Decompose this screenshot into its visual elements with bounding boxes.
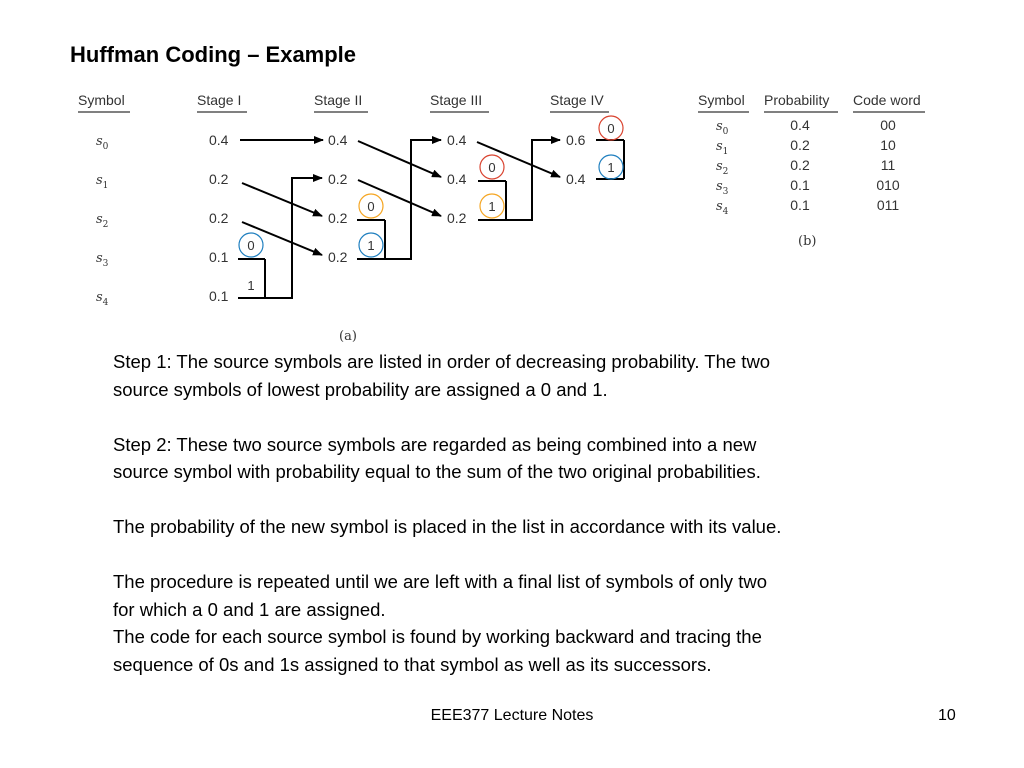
stage-1-connections bbox=[238, 140, 323, 298]
table-cell-probability: 0.1 bbox=[790, 177, 810, 193]
table-row bbox=[716, 197, 899, 217]
table-cell-code: 11 bbox=[880, 157, 896, 173]
step-4-line: The procedure is repeated until we are left with a final list of symbols of only two bbox=[113, 571, 767, 592]
step-2-line: Step 2: These two source symbols are regarded as being combined into a new bbox=[113, 433, 757, 455]
symbol-s1: $s_1$ bbox=[96, 173, 109, 191]
stage-4-values bbox=[566, 132, 586, 187]
code-table-header-symbol: Symbol bbox=[698, 92, 745, 108]
header-stage-3: Stage III bbox=[430, 92, 483, 108]
symbol-s4: $s_4$ bbox=[96, 290, 109, 308]
stage-1-value: 0.1 bbox=[209, 288, 229, 304]
stage-2-values bbox=[328, 132, 348, 265]
stage-1-values bbox=[209, 132, 229, 304]
table-row bbox=[716, 117, 896, 137]
table-cell-symbol: $s_2$ bbox=[716, 159, 729, 177]
code-table bbox=[698, 92, 925, 249]
table-cell-probability: 0.1 bbox=[790, 197, 810, 213]
stage-1-value: 0.1 bbox=[209, 249, 229, 265]
figure-b-caption: (b) bbox=[798, 234, 817, 249]
symbol-column bbox=[96, 134, 109, 308]
stage-1-value: 0.4 bbox=[209, 132, 229, 148]
bit-label: 1 bbox=[488, 199, 496, 214]
table-cell-symbol: $s_3$ bbox=[716, 179, 729, 197]
bit-label: 0 bbox=[488, 160, 496, 175]
bit-label: 1 bbox=[607, 160, 615, 175]
table-row bbox=[716, 177, 900, 197]
stage-2-value: 0.2 bbox=[328, 210, 348, 226]
code-table-header-probability: Probability bbox=[764, 92, 830, 108]
page-number: 10 bbox=[938, 707, 956, 724]
table-cell-symbol: $s_1$ bbox=[716, 139, 729, 157]
step-2-line: source symbol with probability equal to the sum of the two original probabilities. bbox=[113, 461, 761, 482]
step-5-line: sequence of 0s and 1s assigned to that symbol as well as its successors. bbox=[113, 653, 712, 675]
table-cell-code: 00 bbox=[880, 117, 896, 133]
stage-3-value: 0.2 bbox=[447, 210, 467, 226]
step-3-line: The probability of the new symbol is placed in the list in accordance with its value. bbox=[113, 516, 782, 537]
table-cell-code: 010 bbox=[876, 177, 900, 193]
bit-label: 1 bbox=[247, 278, 255, 293]
table-cell-code: 011 bbox=[876, 197, 900, 213]
bit-label: 0 bbox=[607, 121, 615, 136]
table-cell-symbol: $s_0$ bbox=[716, 119, 729, 137]
symbol-s0: $s_0$ bbox=[96, 134, 109, 152]
symbol-s2: $s_2$ bbox=[96, 212, 109, 230]
symbol-s3: $s_3$ bbox=[96, 251, 109, 269]
bit-label: 0 bbox=[247, 238, 255, 253]
stage-2-value: 0.2 bbox=[328, 171, 348, 187]
step-4-line: for which a 0 and 1 are assigned. bbox=[113, 598, 386, 620]
stage-2-value: 0.4 bbox=[328, 132, 348, 148]
stage-3-value: 0.4 bbox=[447, 132, 467, 148]
table-cell-probability: 0.4 bbox=[790, 117, 810, 133]
steps-text bbox=[113, 348, 993, 678]
bit-label: 1 bbox=[367, 238, 375, 253]
header-stage-2: Stage II bbox=[314, 92, 363, 108]
stage-4-value: 0.4 bbox=[566, 171, 586, 187]
stage-1-value: 0.2 bbox=[209, 210, 229, 226]
figure-a-caption: (a) bbox=[339, 329, 357, 344]
step-5-line: The code for each source symbol is found by working backward and tracing the bbox=[113, 626, 762, 647]
header-stage-4: Stage IV bbox=[550, 92, 604, 108]
bit-label: 0 bbox=[367, 199, 375, 214]
header-symbol: Symbol bbox=[78, 92, 125, 108]
slide-title: Huffman Coding – Example bbox=[70, 42, 357, 67]
figure-a-headers bbox=[78, 92, 609, 112]
table-cell-probability: 0.2 bbox=[790, 137, 810, 153]
stage-4-value: 0.6 bbox=[566, 132, 586, 148]
stage-3-values bbox=[447, 132, 467, 226]
table-row bbox=[716, 157, 895, 177]
step-1-line: Step 1: The source symbols are listed in order of decreasing probability. The two bbox=[113, 351, 771, 372]
table-cell-code: 10 bbox=[880, 137, 896, 153]
code-table-header-code-word: Code word bbox=[853, 92, 921, 108]
footer-text: EEE377 Lecture Notes bbox=[430, 707, 594, 724]
stage-2-value: 0.2 bbox=[328, 249, 348, 265]
header-stage-1: Stage I bbox=[197, 92, 242, 108]
table-row bbox=[716, 137, 896, 157]
table-cell-symbol: $s_4$ bbox=[716, 199, 729, 217]
stage-3-value: 0.4 bbox=[447, 171, 467, 187]
stage-1-value: 0.2 bbox=[209, 171, 229, 187]
table-cell-probability: 0.2 bbox=[790, 157, 810, 173]
huffman-diagram bbox=[0, 0, 1024, 345]
step-1-line: source symbols of lowest probability are assigned a 0 and 1. bbox=[113, 378, 608, 400]
